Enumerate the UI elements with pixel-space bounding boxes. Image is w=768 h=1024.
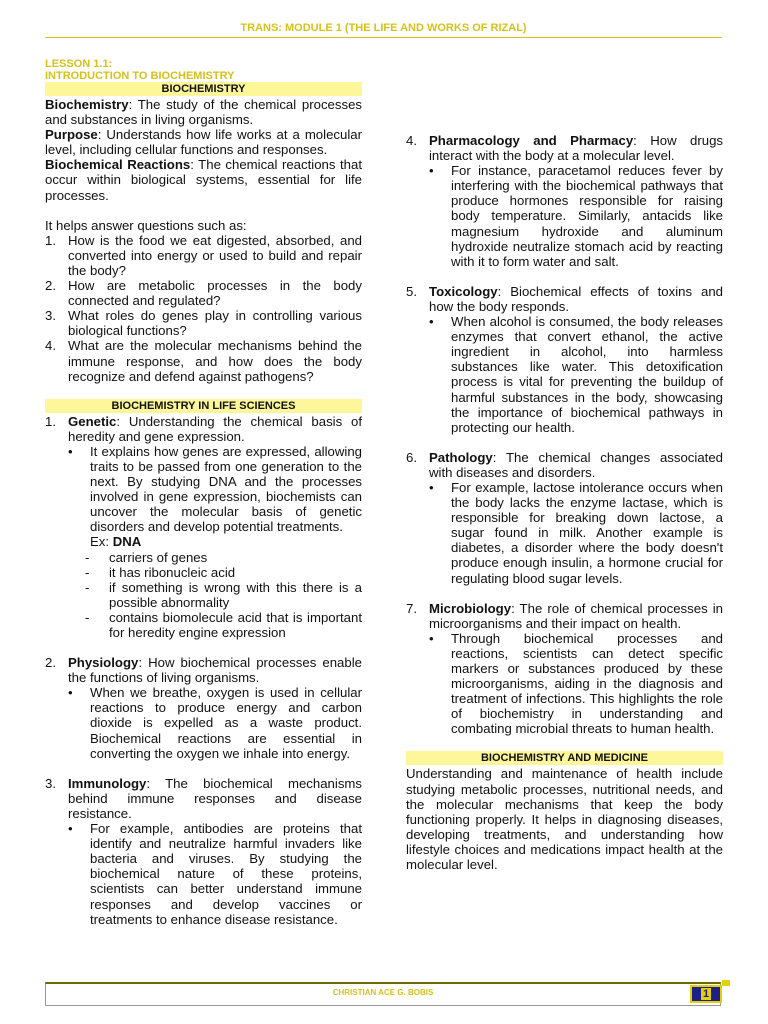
header-rule — [45, 37, 722, 38]
footer-corner-accent — [722, 980, 730, 986]
question-item: 4. What are the molecular mechanisms behind the immune response, and how does the body recognize and defend against pathogens? — [45, 338, 362, 384]
definition-biochemistry — [45, 97, 362, 127]
term: Biochemical Reactions — [45, 157, 191, 173]
lesson-number: LESSON 1.1: — [45, 58, 113, 70]
list-item-immunology: 3. Immunology: The biochemical mechanisms behind immune responses and disease resistance. — [45, 775, 362, 821]
question-item: 2. How are metabolic processes in the body connected and regulated? — [45, 278, 362, 309]
list-item-physiology: 2. Physiology: How biochemical processes enable the functions of living organisms. — [45, 655, 362, 686]
bullet-item: • When alcohol is consumed, the body releases enzymes that convert ethanol, the active ingredient in alcohol, into harmless substances like water. This detoxification process is vital for preventing the buildup of harmful substances in the body, showcasing the importance of biochemical pathways in protecting our health. — [429, 314, 723, 435]
list-item-toxicology: 5. Toxicology: Biochemical effects of toxins and how the body responds. — [406, 283, 723, 314]
question-item: 3. What roles do genes play in controlling various biological functions? — [45, 308, 362, 339]
questions-intro: It helps answer questions such as: — [45, 217, 247, 233]
definition-text: : The chemical reactions that occur within biological systems, essential for life processes. — [45, 157, 362, 203]
list-item-microbiology: 7. Microbiology: The role of chemical processes in microorganisms and their impact on health. — [406, 600, 723, 631]
definition-text: : The study of the chemical processes and substances in living organisms. — [45, 97, 362, 128]
medicine-paragraph: Understanding and maintenance of health include studying metabolic processes, nutritional needs, and the molecular mechanisms that keep the body functioning properly. It helps in diagnosing diseases, developing treatments, and understanding how lifestyle choices and medications impact health at the molecular level. — [406, 766, 723, 873]
page-number: 1 — [702, 988, 710, 1000]
list-item-genetic: 1. Genetic: Understanding the chemical basis of heredity and gene expression. — [45, 413, 362, 444]
lesson-title: INTRODUCTION TO BIOCHEMISTRY — [45, 70, 235, 82]
list-item-pharmacology: 4. Pharmacology and Pharmacy: How drugs interact with the body at a molecular level. — [406, 133, 723, 164]
bullet-item: • When we breathe, oxygen is used in cellular reactions to produce energy and carbon dioxide is expelled as a waste product. Biochemical reactions are essential in converting the oxygen we inhale into energy. — [68, 685, 362, 761]
section-heading-biochemistry: BIOCHEMISTRY — [45, 82, 362, 96]
document-header: TRANS: MODULE 1 (THE LIFE AND WORKS OF RIZAL) — [240, 22, 527, 34]
footer-author: CHRISTIAN ACE G. BOBIS — [332, 988, 434, 997]
bullet-item: • For example, lactose intolerance occurs when the body lacks the enzyme lactase, which is responsible for breaking down lactose, a sugar found in milk. Another example is diabetes, a disorder where the body doesn't produce enough insulin, a hormone crucial for regulating blood sugar levels. — [429, 479, 723, 586]
dash-item: - contains biomolecule acid that is important for heredity engine expression — [85, 609, 362, 640]
bullet-item: • Through biochemical processes and reactions, scientists can detect specific markers or substances produced by these microorganisms, aiding in the diagnosis and treatment of infections. This highlights the role of biochemistry in understanding and combating microbial threats to human health. — [429, 630, 723, 737]
list-item-pathology: 6. Pathology: The chemical changes associated with diseases and disorders. — [406, 449, 723, 480]
question-item: 1. How is the food we eat digested, absorbed, and converted into energy or used to build and repair the body? — [45, 232, 362, 278]
term: Biochemistry — [45, 97, 129, 112]
right-column — [406, 58, 723, 872]
section-heading-life-sciences: BIOCHEMISTRY IN LIFE SCIENCES — [45, 399, 362, 413]
definition-text: : Understands how life works at a molecular level, including cellular functions and responses. — [45, 127, 362, 158]
bullet-item: • For example, antibodies are proteins that identify and neutralize harmful invaders like bacteria and viruses. By studying the biochemical nature of these proteins, scientists can better understand immune responses and develop vaccines or treatments to enhance disease resistance. — [68, 821, 362, 927]
example-label: Ex: DNA — [90, 534, 142, 550]
definition-purpose — [45, 127, 362, 157]
definition-reactions — [45, 157, 362, 202]
dash-item: - carriers of genes — [85, 549, 208, 565]
term: Purpose — [45, 127, 98, 143]
bullet-item: • For instance, paracetamol reduces fever by interfering with the biochemical pathways that produce hormones responsible for raising body temperature. Similarly, antacids like magnesium hydroxide and aluminum hydroxide neutralize stomach acid by reacting with it to form water and salt. — [429, 163, 723, 269]
left-column — [45, 58, 362, 927]
dash-item: - if something is wrong with this there is a possible abnormality — [85, 579, 362, 610]
bullet-item: • It explains how genes are expressed, allowing traits to be passed from one generation to the next. By studying DNA and the processes involved in gene expression, biochemists can uncover the molecular basis of genetic disorders and develop potential treatments. — [68, 443, 362, 535]
page-number-box — [690, 985, 722, 1003]
dash-item: - it has ribonucleic acid — [85, 564, 236, 580]
section-heading-medicine: BIOCHEMISTRY AND MEDICINE — [406, 751, 723, 765]
